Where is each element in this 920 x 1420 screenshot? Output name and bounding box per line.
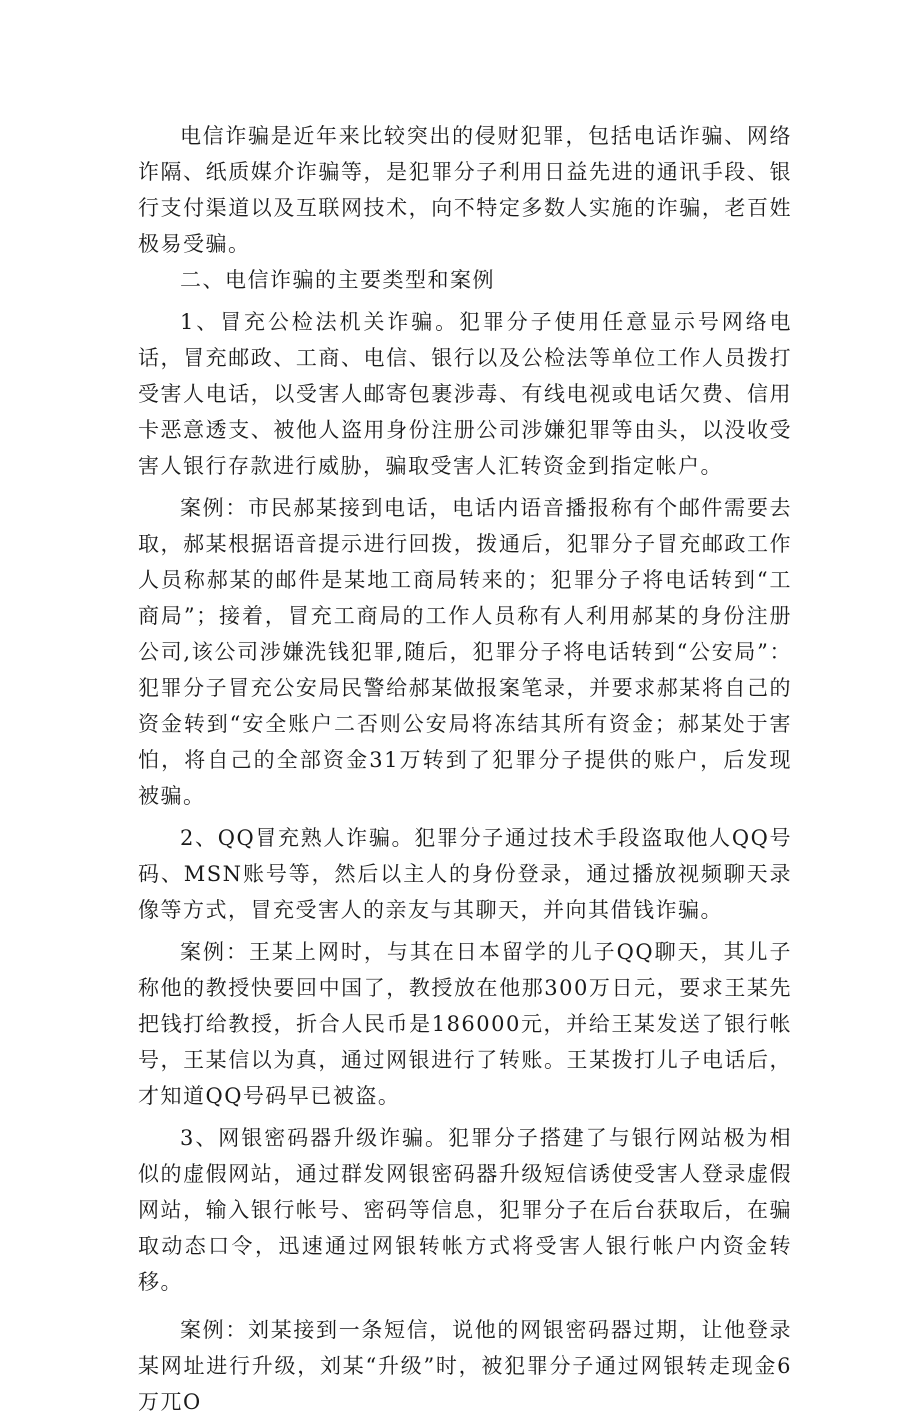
document-body [138, 118, 792, 1420]
case-3-paragraph: 案例：刘某接到一条短信，说他的网银密码器过期，让他登录某网址进行升级，刘某“升级”时，被犯罪分子通过网银转走现金6万兀O [138, 1318, 792, 1414]
type-2-paragraph: 2、QQ冒充熟人诈骗。犯罪分子通过技术手段盗取他人QQ号码、MSN账号等，然后以主人的身份登录，通过播放视频聊天录像等方式，冒充受害人的亲友与其聊天，并向其借钱诈骗。 [138, 826, 792, 922]
case-1-paragraph: 案例：市民郝某接到电话，电话内语音播报称有个邮件需要去取，郝某根据语音提示进行回拨，拨通后，犯罪分子冒充邮政工作人员称郝某的邮件是某地工商局转来的；犯罪分子将电话转到“工商局”；接着，冒充工商局的工作人员称有人利用郝某的身份注册公司,该公司涉嫌洗钱犯罪,随后，犯罪分子将电话转到“公安局”：犯罪分子冒充公安局民警给郝某做报案笔录，并要求郝某将自己的资金转到“安全账户二否则公安局将冻结其所有资金；郝某处于害怕，将自己的全部资金31万转到了犯罪分子提供的账户，后发现被骗。 [138, 496, 792, 808]
case-2-paragraph: 案例：王某上网时，与其在日本留学的儿子QQ聊天，其儿子称他的教授快要回中国了，教授放在他那300万日元，要求王某先把钱打给教授，折合人民币是186000元，并给王某发送了银行帐号，王某信以为真，通过网银进行了转账。王某拨打儿子电话后，才知道QQ号码早已被盗。 [138, 940, 792, 1108]
section-heading: 二、电信诈骗的主要类型和案例 [180, 268, 495, 292]
type-1-paragraph: 1、冒充公检法机关诈骗。犯罪分子使用任意显示号网络电话，冒充邮政、工商、电信、银行以及公检法等单位工作人员拨打受害人电话，以受害人邮寄包裹涉毒、有线电视或电话欠费、信用卡恶意透支、被他人盗用身份注册公司涉嫌犯罪等由头，以没收受害人银行存款进行威胁，骗取受害人汇转资金到指定帐户。 [138, 310, 792, 478]
intro-paragraph: 电信诈骗是近年来比较突出的侵财犯罪，包括电话诈骗、网络诈隔、纸质媒介诈骗等，是犯罪分子利用日益先进的通讯手段、银行支付渠道以及互联网技术，向不特定多数人实施的诈骗，老百姓极易受骗。 [138, 124, 792, 256]
type-3-paragraph: 3、网银密码器升级诈骗。犯罪分子搭建了与银行网站极为相似的虚假网站，通过群发网银密码器升级短信诱使受害人登录虚假网站，输入银行帐号、密码等信息，犯罪分子在后台获取后，在骗取动态口令，迅速通过网银转帐方式将受害人银行帐户内资金转移。 [138, 1126, 792, 1294]
